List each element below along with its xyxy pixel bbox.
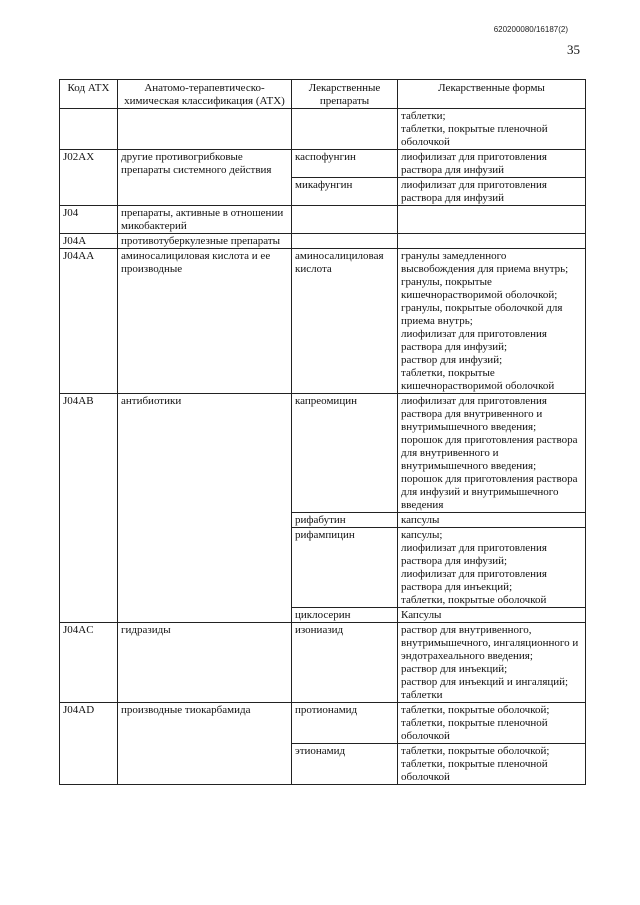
forms-cell xyxy=(398,234,586,249)
drug-cell: рифампицин xyxy=(292,528,398,608)
forms-cell xyxy=(398,623,586,703)
header-classification: Анатомо-терапевтическо-химическая классификация (АТХ) xyxy=(118,80,292,109)
document-id: 620200080/16187(2) xyxy=(493,25,568,34)
forms-cell xyxy=(398,109,586,150)
form-line: раствор для внутривенного, внутримышечного, ингаляционного и эндотрахеального введения; xyxy=(401,624,579,662)
code-cell: J04AB xyxy=(60,394,118,623)
forms-cell xyxy=(398,528,586,608)
table-row xyxy=(60,249,586,394)
table-row xyxy=(60,623,586,703)
drug-cell: аминосалициловая кислота xyxy=(292,249,398,394)
table-header-row xyxy=(60,80,586,109)
classification-cell: аминосалициловая кислота и ее производные xyxy=(118,249,292,394)
form-line: порошок для приготовления раствора для внутривенного и внутримышечного введения; xyxy=(401,434,578,472)
drug-cell: циклосерин xyxy=(292,608,398,623)
table-row xyxy=(60,394,586,513)
table-row xyxy=(60,703,586,744)
form-line: гранулы, покрытые кишечнорастворимой оболочкой; xyxy=(401,276,558,301)
code-cell: J04 xyxy=(60,206,118,234)
table-row xyxy=(60,109,586,150)
classification-cell: производные тиокарбамида xyxy=(118,703,292,785)
form-line: капсулы; xyxy=(401,529,443,541)
drug-cell: изониазид xyxy=(292,623,398,703)
form-line: лиофилизат для приготовления раствора для внутривенного и внутримышечного введения; xyxy=(401,395,547,433)
header-drugs: Лекарственные препараты xyxy=(292,80,398,109)
drug-cell: капреомицин xyxy=(292,394,398,513)
classification-cell xyxy=(118,109,292,150)
drug-cell xyxy=(292,206,398,234)
classification-cell: антибиотики xyxy=(118,394,292,623)
drug-cell: каспофунгин xyxy=(292,150,398,178)
form-line: таблетки xyxy=(401,689,443,701)
form-line: Капсулы xyxy=(401,609,442,621)
form-line: таблетки, покрытые пленочной оболочкой xyxy=(401,123,548,148)
drug-cell xyxy=(292,109,398,150)
form-line: лиофилизат для приготовления раствора для инфузий xyxy=(401,151,547,176)
forms-cell xyxy=(398,608,586,623)
forms-cell xyxy=(398,206,586,234)
form-line: таблетки; xyxy=(401,110,446,122)
page-number: 35 xyxy=(567,42,580,57)
form-line: таблетки, покрытые оболочкой; xyxy=(401,745,550,757)
form-line: гранулы замедленного высвобождения для приема внутрь; xyxy=(401,250,569,275)
forms-cell xyxy=(398,744,586,785)
form-line: раствор для инъекций; xyxy=(401,663,508,675)
drug-cell: микафунгин xyxy=(292,178,398,206)
form-line: гранулы, покрытые оболочкой для приема внутрь; xyxy=(401,302,563,327)
form-line: таблетки, покрытые пленочной оболочкой xyxy=(401,717,548,742)
code-cell: J04AC xyxy=(60,623,118,703)
classification-cell: гидразиды xyxy=(118,623,292,703)
form-line: таблетки, покрытые оболочкой xyxy=(401,594,547,606)
forms-cell xyxy=(398,513,586,528)
form-line: таблетки, покрытые пленочной оболочкой xyxy=(401,758,548,783)
header-forms: Лекарственные формы xyxy=(398,80,586,109)
form-line: лиофилизат для приготовления раствора для инфузий xyxy=(401,179,547,204)
form-line: раствор для инъекций и ингаляций; xyxy=(401,676,569,688)
code-cell: J02AX xyxy=(60,150,118,206)
form-line: капсулы xyxy=(401,514,440,526)
drug-cell: этионамид xyxy=(292,744,398,785)
form-line: раствор для инфузий; xyxy=(401,354,503,366)
table-row xyxy=(60,206,586,234)
classification-cell: другие противогрибковые препараты системного действия xyxy=(118,150,292,206)
forms-cell xyxy=(398,394,586,513)
forms-cell xyxy=(398,703,586,744)
drug-cell: протионамид xyxy=(292,703,398,744)
code-cell: J04AD xyxy=(60,703,118,785)
form-line: таблетки, покрытые кишечнорастворимой оболочкой xyxy=(401,367,555,392)
form-line: таблетки, покрытые оболочкой; xyxy=(401,704,550,716)
drug-cell: рифабутин xyxy=(292,513,398,528)
table-row xyxy=(60,150,586,178)
forms-cell xyxy=(398,249,586,394)
forms-cell xyxy=(398,150,586,178)
code-cell: J04A xyxy=(60,234,118,249)
code-cell xyxy=(60,109,118,150)
form-line: лиофилизат для приготовления раствора для инфузий; xyxy=(401,542,547,567)
form-line: порошок для приготовления раствора для инфузий и внутримышечного введения xyxy=(401,473,578,511)
form-line: лиофилизат для приготовления раствора для инфузий; xyxy=(401,328,547,353)
forms-cell xyxy=(398,178,586,206)
form-line: лиофилизат для приготовления раствора для инъекций; xyxy=(401,568,547,593)
code-cell: J04AA xyxy=(60,249,118,394)
atc-table xyxy=(59,79,586,785)
header-code: Код АТХ xyxy=(60,80,118,109)
classification-cell: противотуберкулезные препараты xyxy=(118,234,292,249)
classification-cell: препараты, активные в отношении микобактерий xyxy=(118,206,292,234)
table-row xyxy=(60,234,586,249)
drug-cell xyxy=(292,234,398,249)
